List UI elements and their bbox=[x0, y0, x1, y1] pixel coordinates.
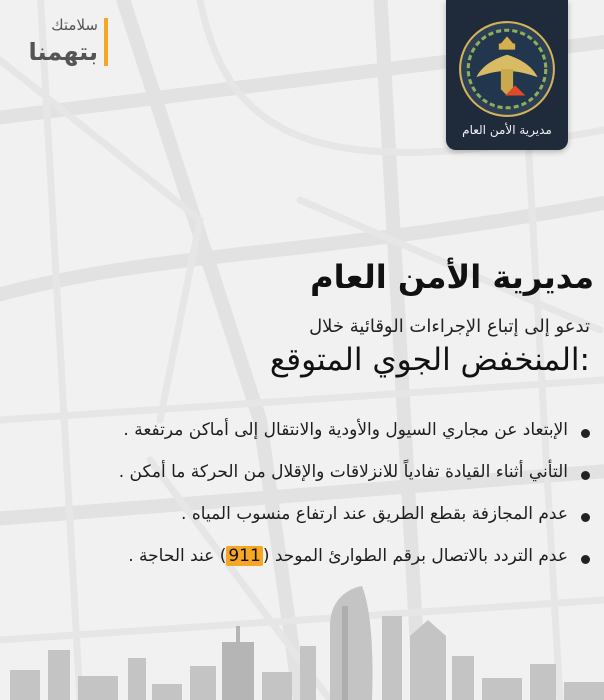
emblem-caption: مديرية الأمن العام bbox=[462, 123, 552, 137]
list-item-text: عدم المجازفة بقطع الطريق عند ارتفاع منسوب المياه . bbox=[181, 504, 568, 524]
list-item bbox=[20, 546, 590, 588]
list-item-text: التأني أثناء القيادة تفادياً للانزلاقات والإقلال من الحركة ما أمكن . bbox=[118, 462, 568, 482]
slogan-line-1: سلامتك bbox=[51, 16, 98, 34]
list-item-text-end: ) عند الحاجة . bbox=[128, 546, 227, 566]
public-security-emblem-card bbox=[446, 0, 568, 150]
bullet-icon bbox=[581, 429, 590, 438]
precautions-list bbox=[20, 420, 590, 588]
page-title: مديرية الأمن العام bbox=[310, 258, 594, 296]
intro-text: تدعو إلى إتباع الإجراءات الوقائية خلال bbox=[309, 316, 590, 337]
list-item bbox=[20, 504, 590, 546]
bullet-icon bbox=[581, 471, 590, 480]
list-item-text: الإبتعاد عن مجاري السيول والأودية والانتقال إلى أماكن مرتفعة . bbox=[123, 420, 568, 440]
slogan-line-2: بتهمنا bbox=[28, 38, 98, 66]
emergency-number: 911 bbox=[228, 546, 261, 566]
eagle-crest-icon bbox=[456, 18, 558, 120]
city-skyline bbox=[0, 586, 604, 700]
list-item bbox=[20, 420, 590, 462]
slogan-accent-bar bbox=[104, 18, 108, 66]
bullet-icon bbox=[581, 513, 590, 522]
bullet-icon bbox=[581, 555, 590, 564]
list-item-text: عدم التردد بالاتصال برقم الطوارئ الموحد ( bbox=[262, 546, 568, 566]
list-item bbox=[20, 462, 590, 504]
headline: المنخفض الجوي المتوقع: bbox=[269, 342, 590, 378]
